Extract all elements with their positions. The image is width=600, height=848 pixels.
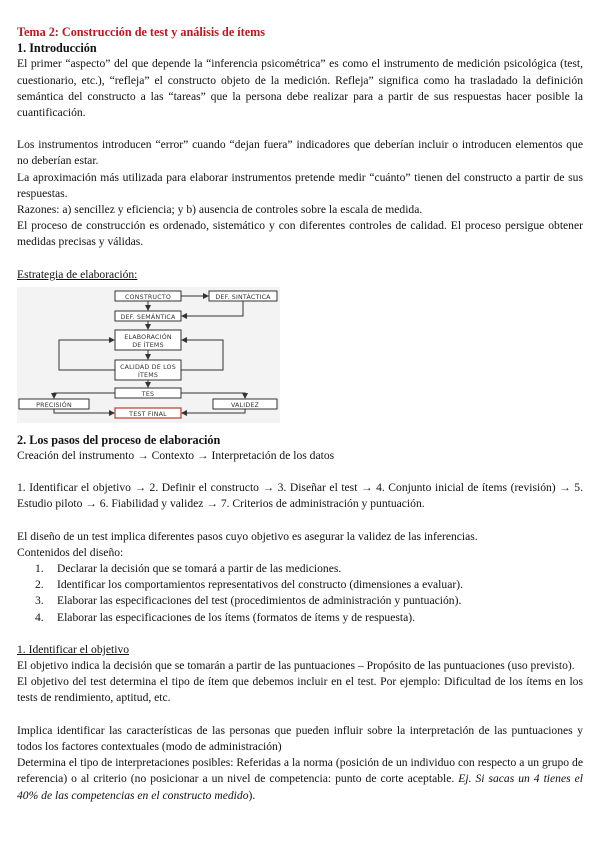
- intro-paragraph-1: El primer “aspecto” del que depende la “inferencia psicométrica” es como el instrumento de medición psicológica (test, cuestionario, etc.), “refleja” el constructo objeto de la medición. Refleja” significa como ha trasladado la definición semántica del constructo a las “tareas” que la persona debe realizar para a partir de sus respuestas hacer posible la cuantificación.: [17, 57, 583, 120]
- intro-paragraph-3: La aproximación más utilizada para elaborar instrumentos pretende medir “cuánto” tienen del constructo a partir de sus respuestas.: [17, 170, 583, 200]
- subsection-heading-objetivo: 1. Identificar el objetivo: [17, 642, 130, 656]
- label-def-sintactica: DEF. SINTÁCTICA: [215, 293, 271, 301]
- contents-label: Contenidos del diseño:: [17, 545, 124, 559]
- label-calidad-1: CALIDAD DE LOS: [120, 363, 176, 371]
- design-paragraph: El diseño de un test implica diferentes pasos cuyo objetivo es asegurar la validez de las inferencias.: [17, 529, 478, 543]
- label-constructo: CONSTRUCTO: [124, 293, 172, 301]
- strategy-label: Estrategia de elaboración:: [17, 267, 138, 281]
- document-page: [17, 24, 583, 804]
- label-precision: PRECISIÓN: [36, 401, 72, 409]
- contents-list: [17, 561, 583, 626]
- label-calidad-2: ÍTEMS: [137, 371, 159, 379]
- label-validez: VALIDEZ: [230, 401, 260, 409]
- label-def-semantica: DEF. SEMÁNTICA: [120, 313, 176, 321]
- objective-paragraph-1: El objetivo indica la decisión que se tomarán a partir de las puntuaciones – Propósito de las puntuaciones (uso previsto).: [17, 659, 575, 673]
- section-heading-introduccion: 1. Introducción: [17, 41, 97, 56]
- objective-paragraph-3: Implica identificar las características de las personas que pueden influir sobre la interpretación de las puntuaciones y todos los factores contextuales (modo de administración): [17, 723, 583, 753]
- label-test-final: TEST FINAL: [129, 410, 167, 418]
- intro-paragraph-2: Los instrumentos introducen “error” cuando “dejan fuera” indicadores que deberían incluir o introducen elementos que no deberían estar.: [17, 138, 583, 168]
- example-text: Ej. Si sacas un 4 tienes el 40% de las competencias en el constructo medido: [17, 772, 583, 802]
- steps-list-line: 1. Identificar el objetivo → 2. Definir el constructo → 3. Diseñar el test → 4. Conjunto inicial de ítems (revisión) → 5. Estudio piloto → 6. Fiabilidad y validez → 7. Criterios de administración y puntuación.: [17, 481, 583, 511]
- section-heading-pasos: 2. Los pasos del proceso de elaboración: [17, 432, 221, 447]
- label-elaboracion-2: DE ÍTEMS: [132, 341, 164, 349]
- document-title: Tema 2: Construcción de test y análisis de ítems: [17, 25, 266, 39]
- strategy-diagram-svg: [17, 287, 280, 423]
- list-item: 3. Elaborar las especificaciones del test (procedimientos de administración y puntuación).: [35, 594, 462, 608]
- list-item: 1. Declarar la decisión que se tomará a partir de las mediciones.: [35, 562, 342, 576]
- intro-paragraph-4: Razones: a) sencillez y eficiencia; y b) ausencia de controles sobre la escala de medida.: [17, 203, 423, 217]
- intro-paragraph-5: El proceso de construcción es ordenado, sistemático y con diferentes controles de calidad. El proceso persigue obtener medidas precisas y válidas.: [17, 219, 583, 249]
- objective-paragraph-4: Determina el tipo de interpretaciones posibles: Referidas a la norma (posición de un individuo con respecto a un grupo de referencia) o al criterio (no posicionar a un nivel de competencia: punto de corte aceptable. Ej. Si sacas un 4 tienes el 40% de las competencias en el constructo medido).: [17, 756, 583, 802]
- list-item: 4. Elaborar las especificaciones de los ítems (formatos de ítems y de respuesta).: [35, 610, 415, 624]
- list-item: 2. Identificar los comportamientos representativos del constructo (dimensiones a evaluar).: [35, 578, 463, 592]
- objective-paragraph-2: El objetivo del test determina el tipo de ítem que debemos incluir en el test. Por ejemplo: Dificultad de los ítems en los tests de rendimiento, aptitud, etc.: [17, 675, 583, 705]
- label-elaboracion-1: ELABORACIÓN: [124, 333, 172, 341]
- label-tes: TES: [141, 390, 155, 398]
- strategy-diagram: [17, 287, 280, 423]
- steps-flow: Creación del instrumento → Contexto → Interpretación de los datos: [17, 449, 335, 463]
